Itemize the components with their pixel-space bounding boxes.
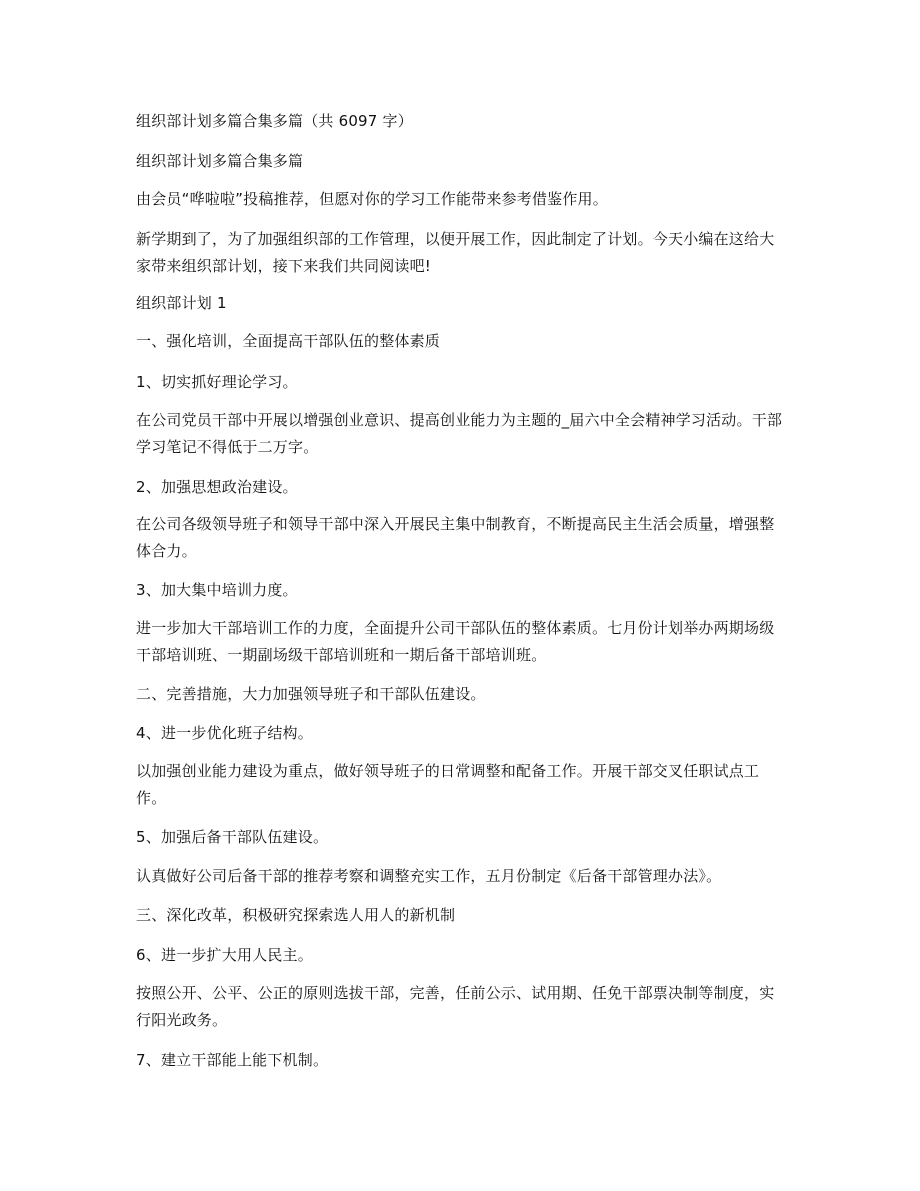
item-1-heading: 1、切实抓好理论学习。: [136, 373, 298, 391]
item-7-heading: 7、建立干部能上能下机制。: [136, 1051, 329, 1069]
section-heading-plan-1: 组织部计划 1: [136, 294, 227, 312]
item-2-heading: 2、加强思想政治建设。: [136, 478, 298, 496]
item-3-heading: 3、加大集中培训力度。: [136, 581, 298, 599]
item-4-body: 以加强创业能力建设为重点，做好领导班子的日常调整和配备工作。开展干部交叉任职试点工作。: [136, 762, 760, 807]
item-3-body: 进一步加大干部培训工作的力度，全面提升公司干部队伍的整体素质。七月份计划举办两期场级干部培训班、一期副场级干部培训班和一期后备干部培训班。: [136, 619, 775, 664]
heading-part-1: 一、强化培训，全面提高干部队伍的整体素质: [136, 332, 441, 350]
item-4-heading: 4、进一步优化班子结构。: [136, 724, 313, 742]
item-2-body: 在公司各级领导班子和领导干部中深入开展民主集中制教育，不断提高民主生活会质量，增强整体合力。: [136, 515, 775, 560]
heading-part-3: 三、深化改革，积极研究探索选人用人的新机制: [136, 906, 456, 924]
item-5-heading: 5、加强后备干部队伍建设。: [136, 828, 329, 846]
heading-part-2: 二、完善措施，大力加强领导班子和干部队伍建设。: [136, 685, 486, 703]
item-6-body: 按照公开、公平、公正的原则选拔干部，完善，任前公示、试用期、任免干部票决制等制度，实行阳光政务。: [136, 984, 775, 1029]
item-5-body: 认真做好公司后备干部的推荐考察和调整充实工作，五月份制定《后备干部管理办法》。: [136, 867, 722, 885]
document-subtitle: 组织部计划多篇合集多篇: [136, 152, 304, 170]
item-6-heading: 6、进一步扩大用人民主。: [136, 946, 313, 964]
document-title: 组织部计划多篇合集多篇（共 6097 字）: [136, 112, 413, 130]
paragraph-preface: 新学期到了，为了加强组织部的工作管理，以便开展工作，因此制定了计划。今天小编在这给大家带来组织部计划，接下来我们共同阅读吧!: [136, 230, 775, 275]
item-1-body: 在公司党员干部中开展以增强创业意识、提高创业能力为主题的_届六中全会精神学习活动。干部学习笔记不得低于二万字。: [136, 411, 783, 456]
paragraph-intro: 由会员“哗啦啦”投稿推荐，但愿对你的学习工作能带来参考借鉴作用。: [136, 190, 608, 208]
